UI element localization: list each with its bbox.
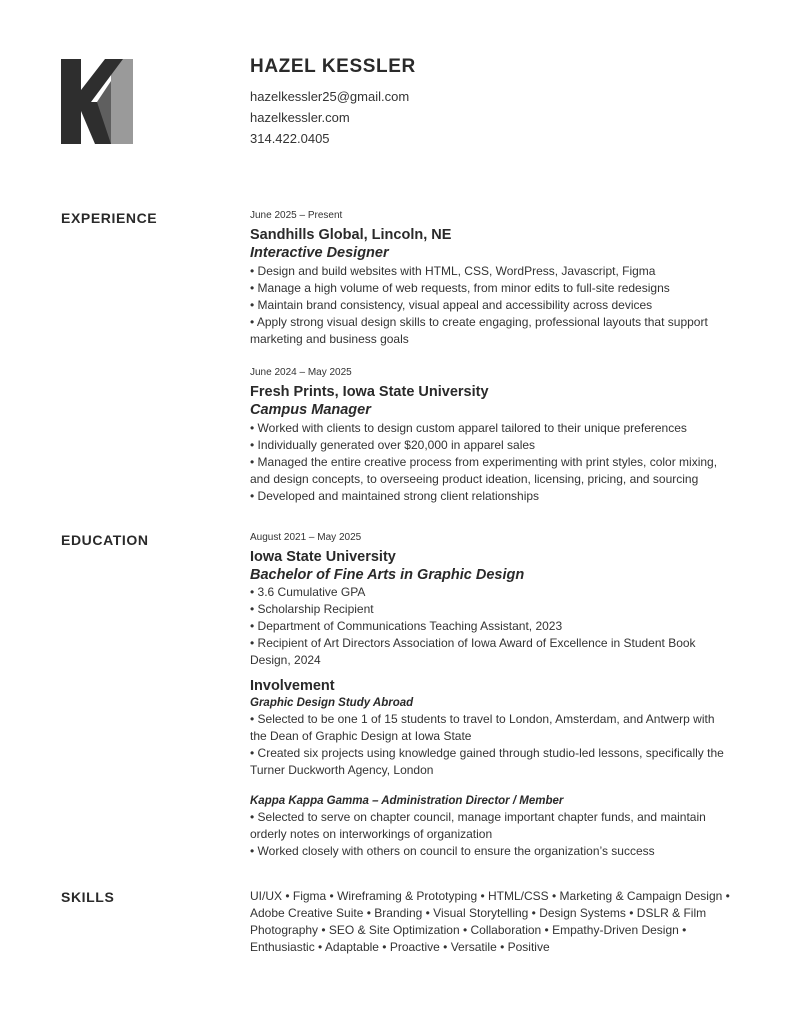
job-role: Interactive Designer — [250, 245, 389, 261]
education-date: August 2021 – May 2025 — [250, 532, 362, 543]
involvement-bullet: • Worked closely with others on council to ensure the organization’s success — [250, 844, 655, 858]
logo-dark-stem — [61, 59, 81, 144]
job-bullet: • Design and build websites with HTML, CSS, WordPress, Javascript, Figma — [250, 264, 656, 278]
involvement-bullet: • Created six projects using knowledge gained through studio-led lessons, specifically the Turner Duckworth Agency, London — [250, 746, 724, 777]
experience-job-2 — [250, 367, 730, 505]
job-date: June 2025 – Present — [250, 210, 343, 221]
involvement-title: Graphic Design Study Abroad — [250, 697, 414, 709]
experience-section-label: EXPERIENCE — [61, 210, 158, 226]
education-bullet: • Recipient of Art Directors Association of Iowa Award of Excellence in Student Book Design, 2024 — [250, 636, 696, 667]
involvement-bullet: • Selected to be one 1 of 15 students to travel to London, Amsterdam, and Antwerp with the Dean of Graphic Design at Iowa State — [250, 712, 715, 743]
contact-phone: 314.422.0405 — [250, 131, 330, 146]
involvement-bullet: • Selected to serve on chapter council, manage important chapter funds, and maintain orderly notes on interworkings of organization — [250, 810, 706, 841]
job-bullet: • Maintain brand consistency, visual appeal and accessibility across devices — [250, 298, 653, 312]
skills-list: UI/UX • Figma • Wireframing & Prototyping • HTML/CSS • Marketing & Campaign Design • Adobe Creative Suite • Branding • Visual Storytelling • Design Systems • DSLR & Film Photography • SEO & Site Optimization • Collaboration • Empathy-Driven Design • Enthusiastic • Adaptable • Proactive • Versatile • Positive — [250, 889, 730, 954]
involvement-title: Kappa Kappa Gamma – Administration Director / Member — [250, 795, 564, 807]
education-degree: Bachelor of Fine Arts in Graphic Design — [250, 567, 525, 583]
job-bullet-list — [250, 263, 730, 348]
contact-email[interactable]: hazelkessler25@gmail.com — [250, 89, 410, 104]
job-bullet: • Individually generated over $20,000 in apparel sales — [250, 438, 536, 452]
involvement-item-2 — [250, 793, 730, 860]
job-bullet: • Apply strong visual design skills to create engaging, professional layouts that support marketing and business goals — [250, 315, 708, 346]
education-entry — [250, 532, 730, 669]
job-bullet-list — [250, 420, 730, 505]
education-section-label: EDUCATION — [61, 532, 149, 548]
job-role: Campus Manager — [250, 402, 371, 418]
involvement-bullet-list — [250, 711, 730, 779]
job-bullet: • Worked with clients to design custom apparel tailored to their unique preferences — [250, 421, 687, 435]
experience-job-1 — [250, 210, 730, 348]
job-date: June 2024 – May 2025 — [250, 367, 352, 378]
logo-k — [61, 59, 133, 144]
resume-name: HAZEL KESSLER — [250, 56, 416, 77]
involvement-heading: Involvement — [250, 678, 335, 694]
education-bullet: • Scholarship Recipient — [250, 602, 374, 616]
job-bullet: • Developed and maintained strong client relationships — [250, 489, 540, 503]
involvement-bullet-list — [250, 809, 730, 860]
job-organization: Fresh Prints, Iowa State University — [250, 384, 489, 400]
education-bullet: • Department of Communications Teaching Assistant, 2023 — [250, 619, 563, 633]
job-organization: Sandhills Global, Lincoln, NE — [250, 227, 452, 243]
job-bullet: • Manage a high volume of web requests, from minor edits to full-site redesigns — [250, 281, 670, 295]
logo-light-shard — [111, 59, 133, 144]
education-bullet-list — [250, 584, 730, 669]
involvement-section — [250, 677, 730, 779]
job-bullet: • Managed the entire creative process from experimenting with print styles, color mixing, and design concepts, to overseeing product ideation, licensing, pricing, and sourcing — [250, 455, 718, 486]
education-bullet: • 3.6 Cumulative GPA — [250, 585, 366, 599]
skills-section-label: SKILLS — [61, 889, 115, 905]
contact-website[interactable]: hazelkessler.com — [250, 110, 350, 125]
education-school: Iowa State University — [250, 549, 396, 565]
